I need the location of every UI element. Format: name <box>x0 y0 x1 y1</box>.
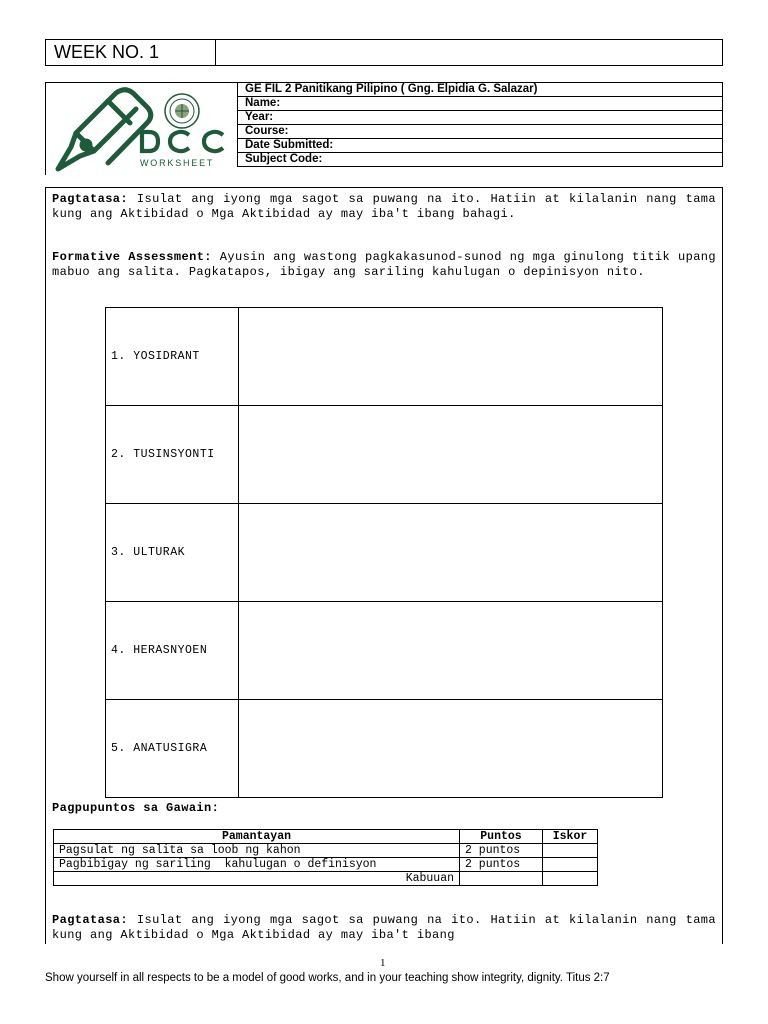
instruction-pagtatasa: Pagtatasa: Isulat ang iyong mga sagot sa puwang na ito. Hatiin at kilalanin nang tama kung ang Aktibidad o Mga Aktibidad ay may iba't ibang bahagi. <box>52 192 716 221</box>
header-score: Iskor <box>543 830 598 844</box>
dcc-wordmark <box>142 132 223 151</box>
pen-icon <box>58 90 151 169</box>
answer-row <box>106 602 663 700</box>
course-field[interactable]: Course: <box>238 125 723 139</box>
instruction-pagtatasa-repeat: Pagtatasa: Isulat ang iyong mga sagot sa puwang na ito. Hatiin at kilalanin nang tama kung ang Aktibidad o Mga Aktibidad ay may iba't ibang <box>52 913 716 942</box>
seal-icon <box>165 94 199 128</box>
subject-code-field[interactable]: Subject Code: <box>238 153 723 167</box>
total-points-cell <box>460 872 543 886</box>
answer-box[interactable] <box>239 308 663 406</box>
rubric-criteria: Pagbibigay ng sariling kahulugan o definisyon <box>54 858 460 872</box>
dcc-logo-box <box>45 82 237 175</box>
answer-box[interactable] <box>239 406 663 504</box>
answer-row <box>106 504 663 602</box>
rubric-row <box>54 844 598 858</box>
dcc-logo <box>46 83 236 175</box>
answer-table <box>105 307 663 798</box>
instruction-label: Formative Assessment: <box>52 250 212 264</box>
page-number: 1 <box>380 957 386 969</box>
week-header-box <box>45 39 723 66</box>
total-score-cell[interactable] <box>543 872 598 886</box>
answer-box[interactable] <box>239 700 663 798</box>
rubric-row <box>54 858 598 872</box>
header-points: Puntos <box>460 830 543 844</box>
scrambled-word: 3. ULTURAK <box>106 504 239 602</box>
instruction-label: Pagtatasa: <box>52 913 129 927</box>
name-field[interactable]: Name: <box>238 97 723 111</box>
rubric-criteria: Pagsulat ng salita sa loob ng kahon <box>54 844 460 858</box>
header-criteria: Pamantayan <box>54 830 460 844</box>
instruction-formative: Formative Assessment: Ayusin ang wastong pagkakasunod-sunod ng mga ginulong titik upang mabuo ang salita. Pagkatapos, ibigay ang sariling kahulugan o depinisyon nito. <box>52 250 717 279</box>
week-label: WEEK NO. 1 <box>46 40 216 65</box>
instruction-label: Pagtatasa: <box>52 192 129 206</box>
rubric-points: 2 puntos <box>460 844 543 858</box>
student-info-table <box>237 82 723 167</box>
scoring-rubric-table <box>53 829 598 886</box>
answer-row <box>106 700 663 798</box>
worksheet-text: WORKSHEET <box>140 158 215 168</box>
answer-box[interactable] <box>239 602 663 700</box>
scrambled-word: 4. HERASNYOEN <box>106 602 239 700</box>
rubric-score-cell[interactable] <box>543 844 598 858</box>
scrambled-word: 5. ANATUSIGRA <box>106 700 239 798</box>
course-title: GE FIL 2 Panitikang Pilipino ( Gng. Elpidia G. Salazar) <box>238 83 723 97</box>
rubric-points: 2 puntos <box>460 858 543 872</box>
scoring-title: Pagpupuntos sa Gawain: <box>52 801 220 815</box>
answer-box[interactable] <box>239 504 663 602</box>
scrambled-word: 1. YOSIDRANT <box>106 308 239 406</box>
rubric-score-cell[interactable] <box>543 858 598 872</box>
answer-row <box>106 308 663 406</box>
total-label: Kabuuan <box>54 872 460 886</box>
footer-quote: Show yourself in all respects to be a model of good works, and in your teaching show integrity, dignity. Titus 2:7 <box>45 972 610 984</box>
answer-row <box>106 406 663 504</box>
scrambled-word: 2. TUSINSYONTI <box>106 406 239 504</box>
date-submitted-field[interactable]: Date Submitted: <box>238 139 723 153</box>
rubric-total-row <box>54 872 598 886</box>
year-field[interactable]: Year: <box>238 111 723 125</box>
